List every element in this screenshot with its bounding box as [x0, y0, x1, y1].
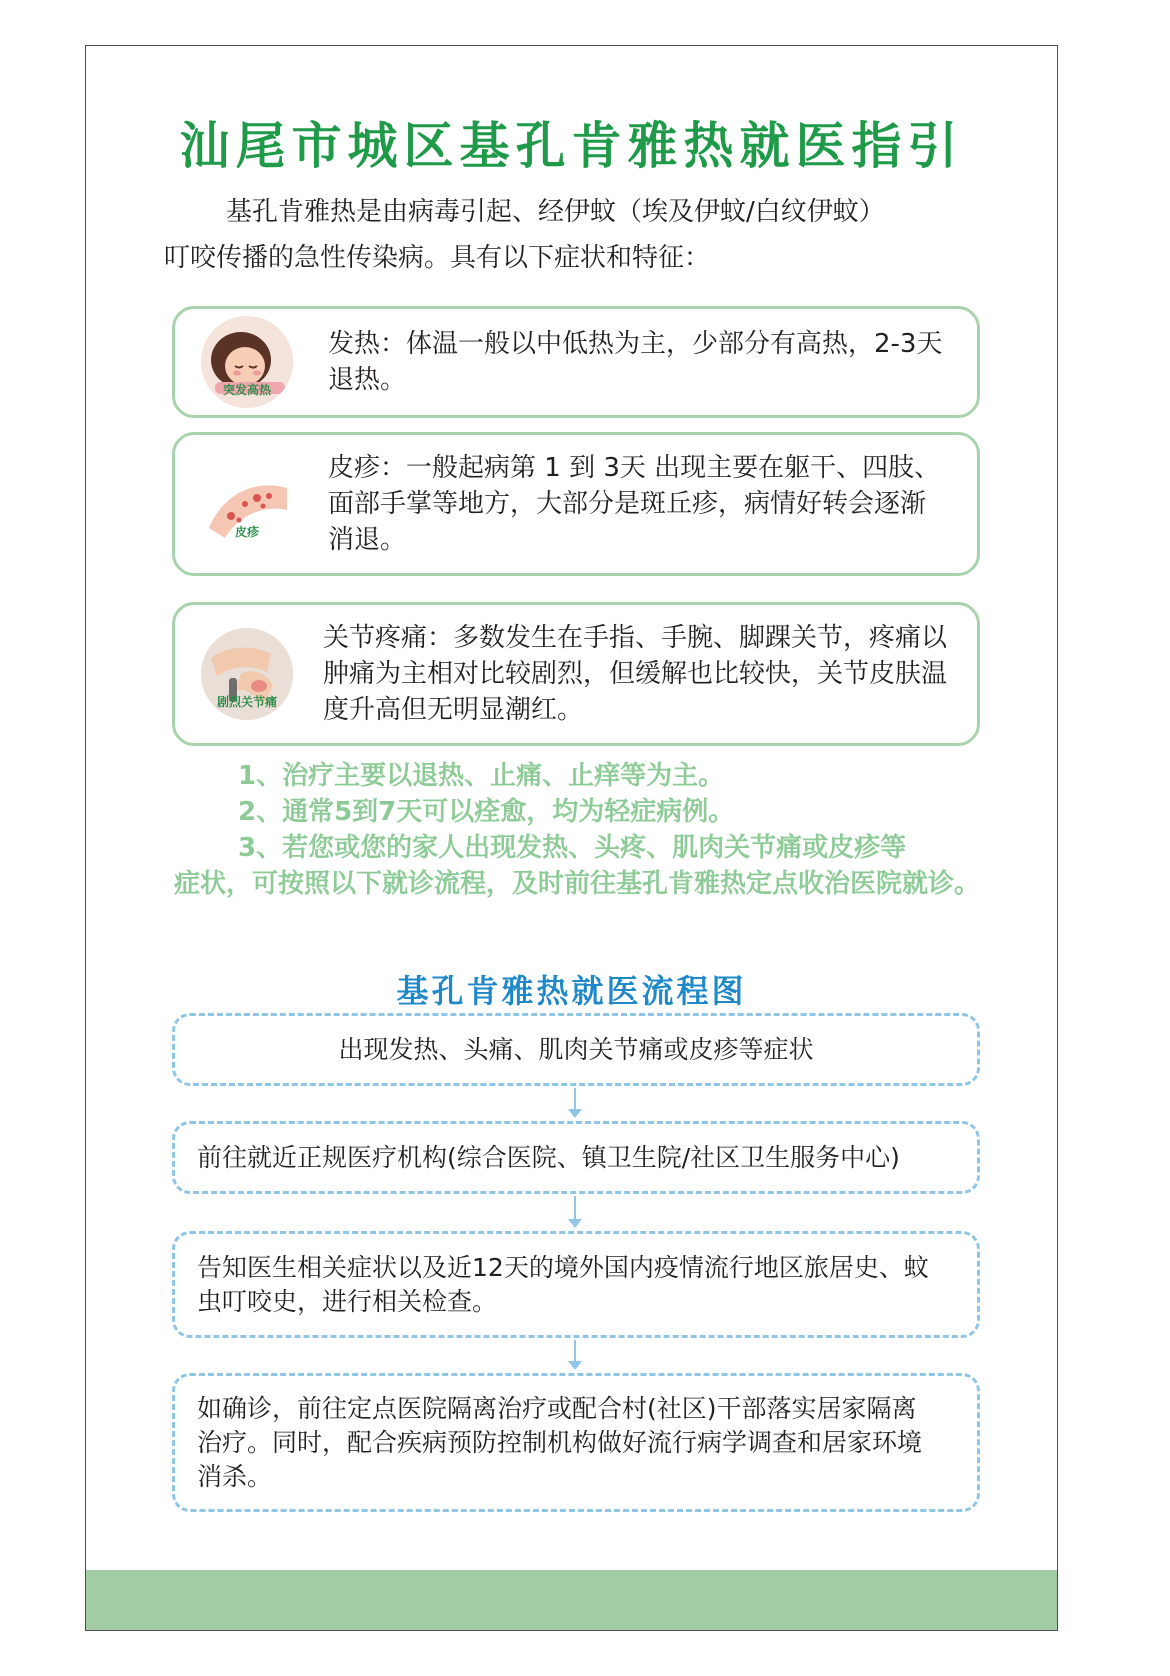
- flow-step-text: 出现发热、头痛、肌肉关节痛或皮疹等症状: [338, 1034, 814, 1064]
- symptom-card-joint-pain: [172, 602, 980, 746]
- fever-illustration-icon: [201, 316, 293, 408]
- symptom-text: 发热：体温一般以中低热为主，少部分有高热，2-3天退热。: [328, 329, 943, 395]
- note-2: 2、通常5到7天可以痊愈，均为轻症病例。: [238, 797, 735, 827]
- flowchart-title: 基孔肯雅热就医流程图: [396, 972, 747, 1010]
- symptom-tag: 突发高热: [222, 383, 271, 397]
- symptom-card-rash: [172, 432, 980, 576]
- rash-illustration-icon: [201, 458, 293, 550]
- intro-paragraph: [164, 189, 964, 281]
- flow-step-1: [172, 1013, 980, 1086]
- note-3-continued: 症状，可按照以下就诊流程，及时前往基孔肯雅热定点收治医院就诊。: [174, 869, 981, 899]
- footer-band: [86, 1570, 1057, 1630]
- symptom-tag: 剧烈关节痛: [216, 695, 277, 709]
- poster: [85, 45, 1058, 1631]
- intro-line-2: 叮咬传播的急性传染病。具有以下症状和特征：: [164, 243, 711, 273]
- note-1: 1、治疗主要以退热、止痛、止痒等为主。: [238, 761, 725, 791]
- page-title: 汕尾市城区基孔肯雅热就医指引: [179, 117, 964, 175]
- flow-step-4: [172, 1373, 980, 1512]
- flow-step-text: 如确诊，前往定点医院隔离治疗或配合村(社区)干部落实居家隔离治疗。同时，配合疾病预防控制机构做好流行病学调查和居家环境消杀。: [197, 1393, 923, 1491]
- treatment-notes: [174, 758, 994, 902]
- flow-arrow-icon: [570, 1196, 580, 1228]
- symptom-tag: 皮疹: [234, 525, 259, 539]
- note-3: 3、若您或您的家人出现发热、头疼、肌肉关节痛或皮疹等: [238, 833, 907, 863]
- flow-arrow-icon: [570, 1340, 580, 1370]
- intro-line-1: 基孔肯雅热是由病毒引起、经伊蚊（埃及伊蚊/白纹伊蚊）: [226, 197, 885, 227]
- flow-step-text: 前往就近正规医疗机构(综合医院、镇卫生院/社区卫生服务中心): [197, 1142, 900, 1172]
- symptom-text: 关节疼痛：多数发生在手指、手腕、脚踝关节，疼痛以肿痛为主相对比较剧烈，但缓解也比较快，关节皮肤温度升高但无明显潮红。: [323, 623, 948, 725]
- joint-pain-illustration-icon: [201, 628, 293, 720]
- flow-step-text: 告知医生相关症状以及近12天的境外国内疫情流行地区旅居史、蚊虫叮咬史，进行相关检查。: [197, 1252, 929, 1316]
- symptom-text: 皮疹：一般起病第 1 到 3天 出现主要在躯干、四肢、面部手掌等地方，大部分是斑丘疹，病情好转会逐渐消退。: [328, 453, 941, 555]
- symptom-card-fever: [172, 306, 980, 418]
- flow-step-3: [172, 1231, 980, 1338]
- flow-arrow-icon: [570, 1088, 580, 1118]
- flow-step-2: [172, 1121, 980, 1194]
